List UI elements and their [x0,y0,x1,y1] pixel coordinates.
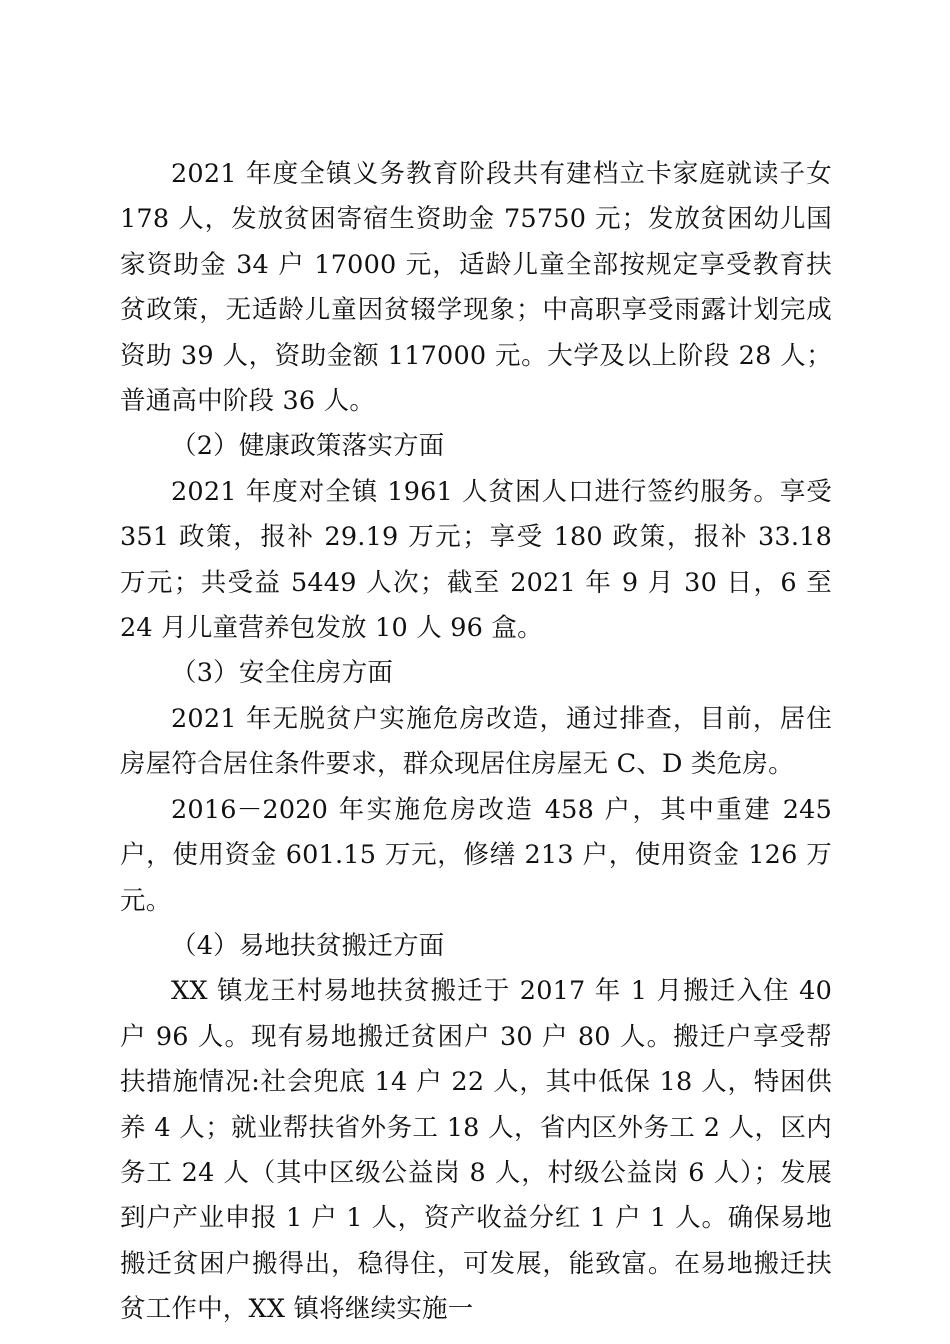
document-page [120,152,832,1333]
paragraph-health-service: 2021 年度对全镇 1961 人贫困人口进行签约服务。享受 351 政策，报补 29.19 万元；享受 180 政策，报补 33.18 万元；共受益 5449 人次；截至 2021 年 9 月 30 日，6 至 24 月儿童营养包发放 10 人 96 盒。 [120,476,832,644]
paragraph-housing-2016-2020: 2016－2020 年实施危房改造 458 户，其中重建 245 户，使用资金 601.15 万元，修缮 213 户，使用资金 126 万元。 [120,794,832,916]
heading-health-policy: （2）健康政策落实方面 [171,431,445,462]
paragraph-housing-2021: 2021 年无脱贫户实施危房改造，通过排查，目前，居住房屋符合居住条件要求，群众现居住房屋无 C、D 类危房。 [120,703,832,780]
heading-relocation: （4）易地扶贫搬迁方面 [171,930,445,961]
paragraph-relocation: XX 镇龙王村易地扶贫搬迁于 2017 年 1 月搬迁入住 40 户 96 人。现有易地搬迁贫困户 30 户 80 人。搬迁户享受帮扶措施情况:社会兜底 14 户 22 人，其中低保 18 人，特困供养 4 人；就业帮扶省外务工 18 人，省内区外务工 2 人，区内务工 24 人（其中区级公益岗 8 人，村级公益岗 6 人）；发展到户产业申报 1 户 1 人，资产收益分红 1 户 1 人。确保易地搬迁贫困户搬得出，稳得住，可发展，能致富。在易地搬迁扶贫工作中，XX 镇将继续实施一 [120,976,832,1325]
paragraph-education-aid: 2021 年度全镇义务教育阶段共有建档立卡家庭就读子女 178 人，发放贫困寄宿生资助金 75750 元；发放贫困幼儿国家资助金 34 户 17000 元，适龄儿童全部按规定享受教育扶贫政策，无适龄儿童因贫辍学现象；中高职享受雨露计划完成资助 39 人，资助金额 117000 元。大学及以上阶段 28 人；普通高中阶段 36 人。 [120,159,832,417]
heading-safe-housing: （3）安全住房方面 [171,658,394,689]
